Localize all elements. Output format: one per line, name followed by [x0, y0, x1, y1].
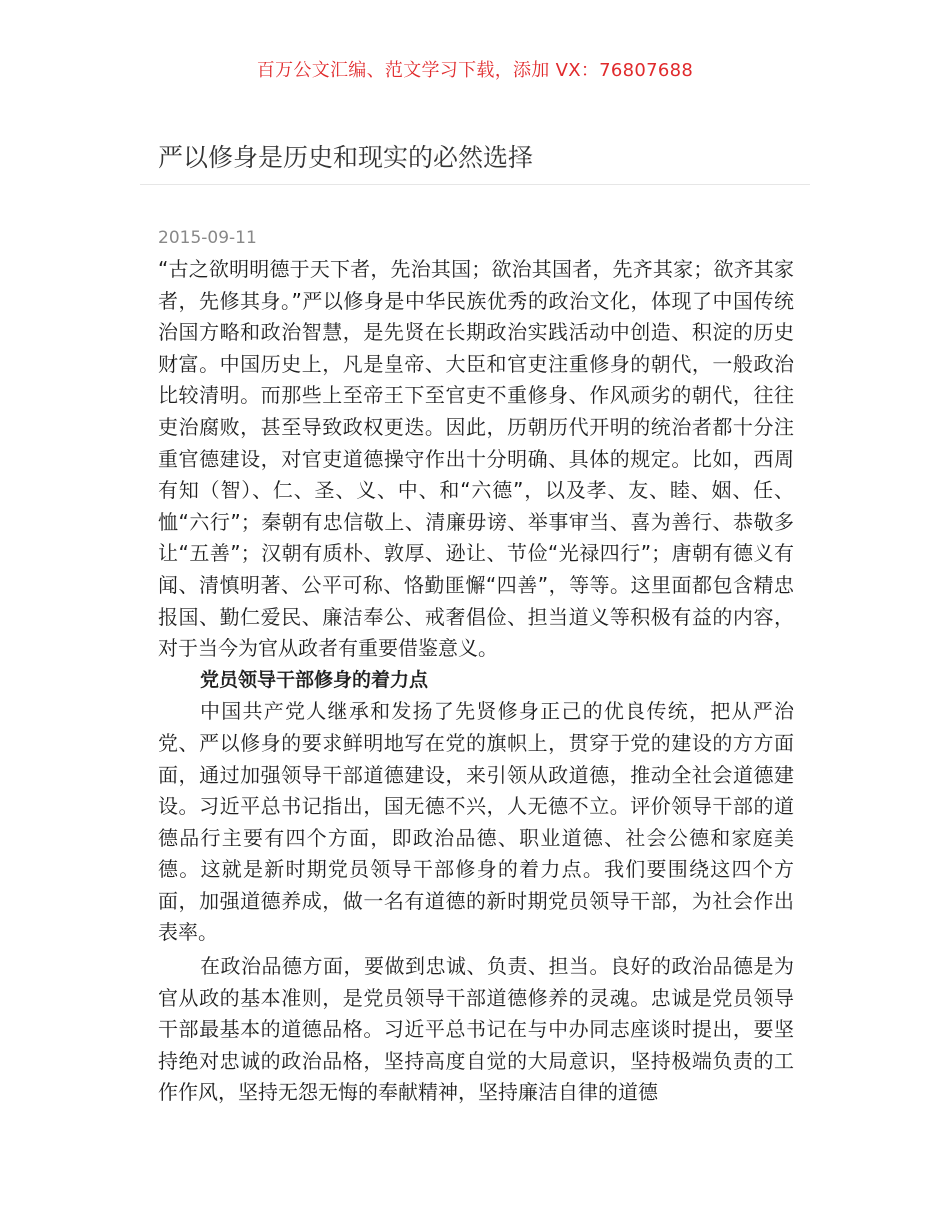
promo-banner: 百万公文汇编、范文学习下载，添加 VX：76807688	[256, 60, 694, 81]
paragraph-intro: “古之欲明明德于天下者，先治其国；欲治其国者，先齐其家；欲齐其家者，先修其身。”严以修身是中华民族优秀的政治文化，体现了中国传统治国方略和政治智慧，是先贤在长期政治实践活动中创造、积淀的历史财富。中国历史上，凡是皇帝、大臣和官吏注重修身的朝代，一般政治比较清明。而那些上至帝王下至官吏不重修身、作风顽劣的朝代，往往吏治腐败，甚至导致政权更迭。因此，历朝历代开明的统治者都十分注重官德建设，对官吏道德操守作出十分明确、具体的规定。比如，西周有知（智）、仁、圣、义、中、和“六德”，以及孝、友、睦、姻、任、恤“六行”；秦朝有忠信敬上、清廉毋谤、举事审当、喜为善行、恭敬多让“五善”；汉朝有质朴、敦厚、逊让、节俭“光禄四行”；唐朝有德义有闻、清慎明著、公平可称、恪勤匪懈“四善”，等等。这里面都包含精忠报国、勤仁爱民、廉洁奉公、戒奢倡俭、担当道义等积极有益的内容，对于当今为官从政者有重要借鉴意义。	[158, 257, 794, 661]
article-title: 严以修身是历史和现实的必然选择	[158, 143, 534, 172]
publish-date: 2015-09-11	[158, 228, 257, 248]
paragraph-political-morality: 在政治品德方面，要做到忠诚、负责、担当。良好的政治品德是为官从政的基本准则，是党员领导干部道德修养的灵魂。忠诚是党员领导干部最基本的道德品格。习近平总书记在与中办同志座谈时提出，要坚持绝对忠诚的政治品格，坚持高度自觉的大局意识，坚持极端负责的工作作风，坚持无怨无悔的奉献精神，坚持廉洁自律的道德	[158, 954, 794, 1105]
title-divider	[140, 184, 810, 185]
article-body	[158, 254, 794, 1109]
section-heading: 党员领导干部修身的着力点	[200, 668, 429, 691]
paragraph-party-tradition: 中国共产党人继承和发扬了先贤修身正己的优良传统，把从严治党、严以修身的要求鲜明地写在党的旗帜上，贯穿于党的建设的方方面面，通过加强领导干部道德建设，来引领从政道德，推动全社会道德建设。习近平总书记指出，国无德不兴，人无德不立。评价领导干部的道德品行主要有四个方面，即政治品德、职业道德、社会公德和家庭美德。这就是新时期党员领导干部修身的着力点。我们要围绕这四个方面，加强道德养成，做一名有道德的新时期党员领导干部，为社会作出表率。	[158, 699, 794, 945]
